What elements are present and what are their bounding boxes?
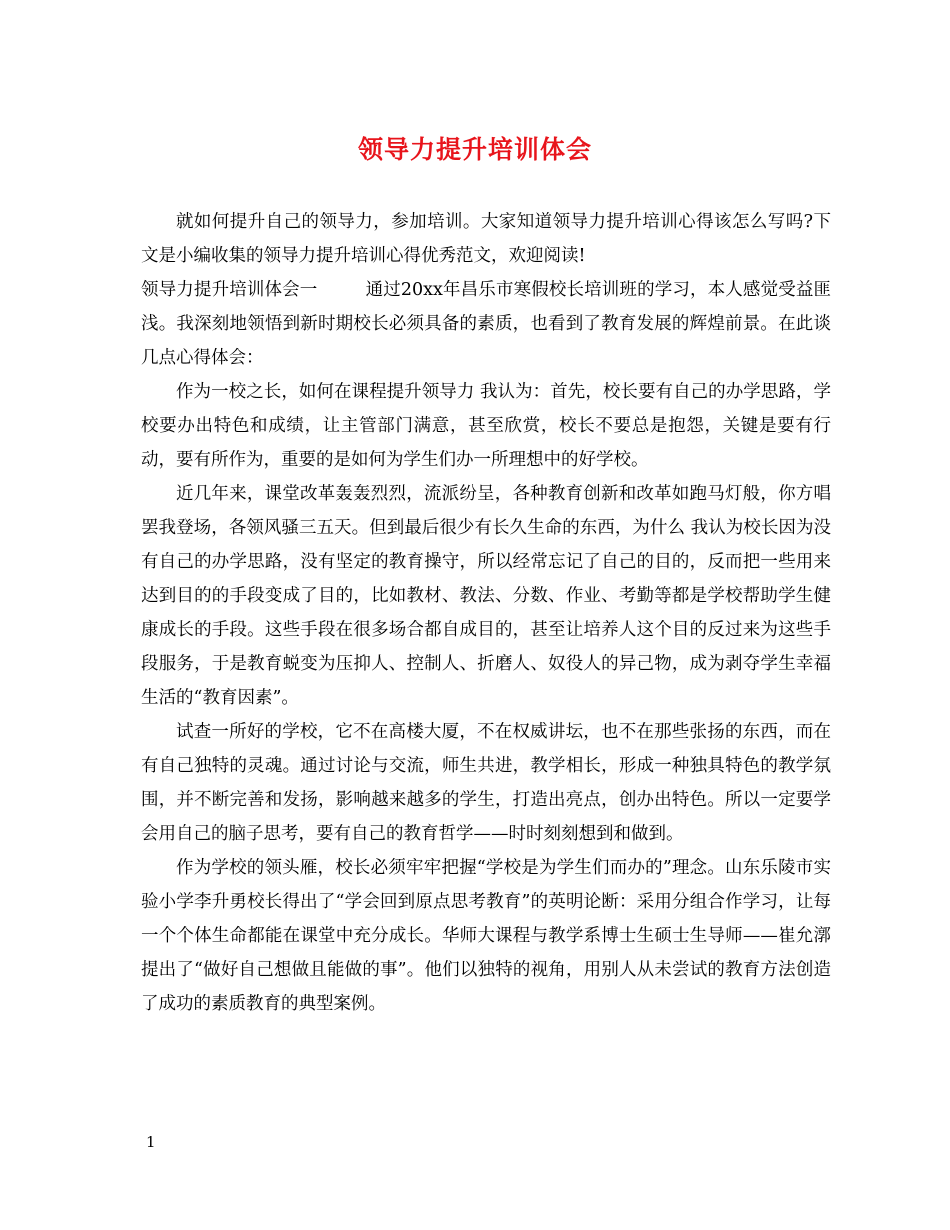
section-paragraph bbox=[141, 273, 831, 375]
page-number: 1 bbox=[146, 1133, 156, 1151]
body-paragraph-2: 近几年来，课堂改革轰轰烈烈，流派纷呈，各种教育创新和改革如跑马灯般，你方唱罢我登场，各领风骚三五天。但到最后很少有长久生命的东西，为什么 我认为校长因为没有自己的办学思路，没有坚定的教育操守，所以经常忘记了自己的目的，反而把一些用来达到目的的手段变成了目的，比如教材、教法、分数、作业、考勤等都是学校帮助学生健康成长的手段。这些手段在很多场合都自成目的，甚至让培养人这个目的反过来为这些手段服务，于是教育蜕变为压抑人、控制人、折磨人、奴役人的异己物，成为剥夺学生幸福生活的“教育因素”。 bbox=[141, 484, 831, 708]
section-intro: 通过20xx年昌乐市寒假校长培训班的学习，本人感觉受益匪浅。我深刻地领悟到新时期校长必须具备的素质，也看到了教育发展的辉煌前景。在此谈几点心得体会： bbox=[141, 280, 832, 368]
document-title: 领导力提升培训体会 bbox=[357, 135, 592, 164]
intro-paragraph: 就如何提升自己的领导力，参加培训。大家知道领导力提升培训心得该怎么写吗?下文是小编收集的领导力提升培训心得优秀范文，欢迎阅读! bbox=[141, 212, 831, 266]
body-paragraph-3: 试查一所好的学校，它不在高楼大厦，不在权威讲坛，也不在那些张扬的东西，而在有自己独特的灵魂。通过讨论与交流，师生共进，教学相长，形成一种独具特色的教学氛围，并不断完善和发扬，影响越来越多的学生，打造出亮点，创办出特色。所以一定要学会用自己的脑子思考，要有自己的教育哲学——时时刻刻想到和做到。 bbox=[141, 722, 831, 844]
body-paragraph-1: 作为一校之长，如何在课程提升领导力 我认为：首先，校长要有自己的办学思路，学校要办出特色和成绩，让主管部门满意，甚至欣赏，校长不要总是抱怨，关键是要有行动，要有所作为，重要的是如何为学生们办一所理想中的好学校。 bbox=[141, 382, 831, 470]
body-paragraph-4: 作为学校的领头雁，校长必须牢牢把握“学校是为学生们而办的”理念。山东乐陵市实验小学李升勇校长得出了“学会回到原点思考教育”的英明论断：采用分组合作学习，让每一个个体生命都能在课堂中充分成长。华师大课程与教学系博士生硕士生导师——崔允漷提出了“做好自己想做且能做的事”。他们以独特的视角，用别人从未尝试的教育方法创造了成功的素质教育的典型案例。 bbox=[141, 858, 831, 1014]
document-body bbox=[141, 205, 831, 1021]
section-heading: 领导力提升培训体会一 bbox=[141, 280, 318, 300]
